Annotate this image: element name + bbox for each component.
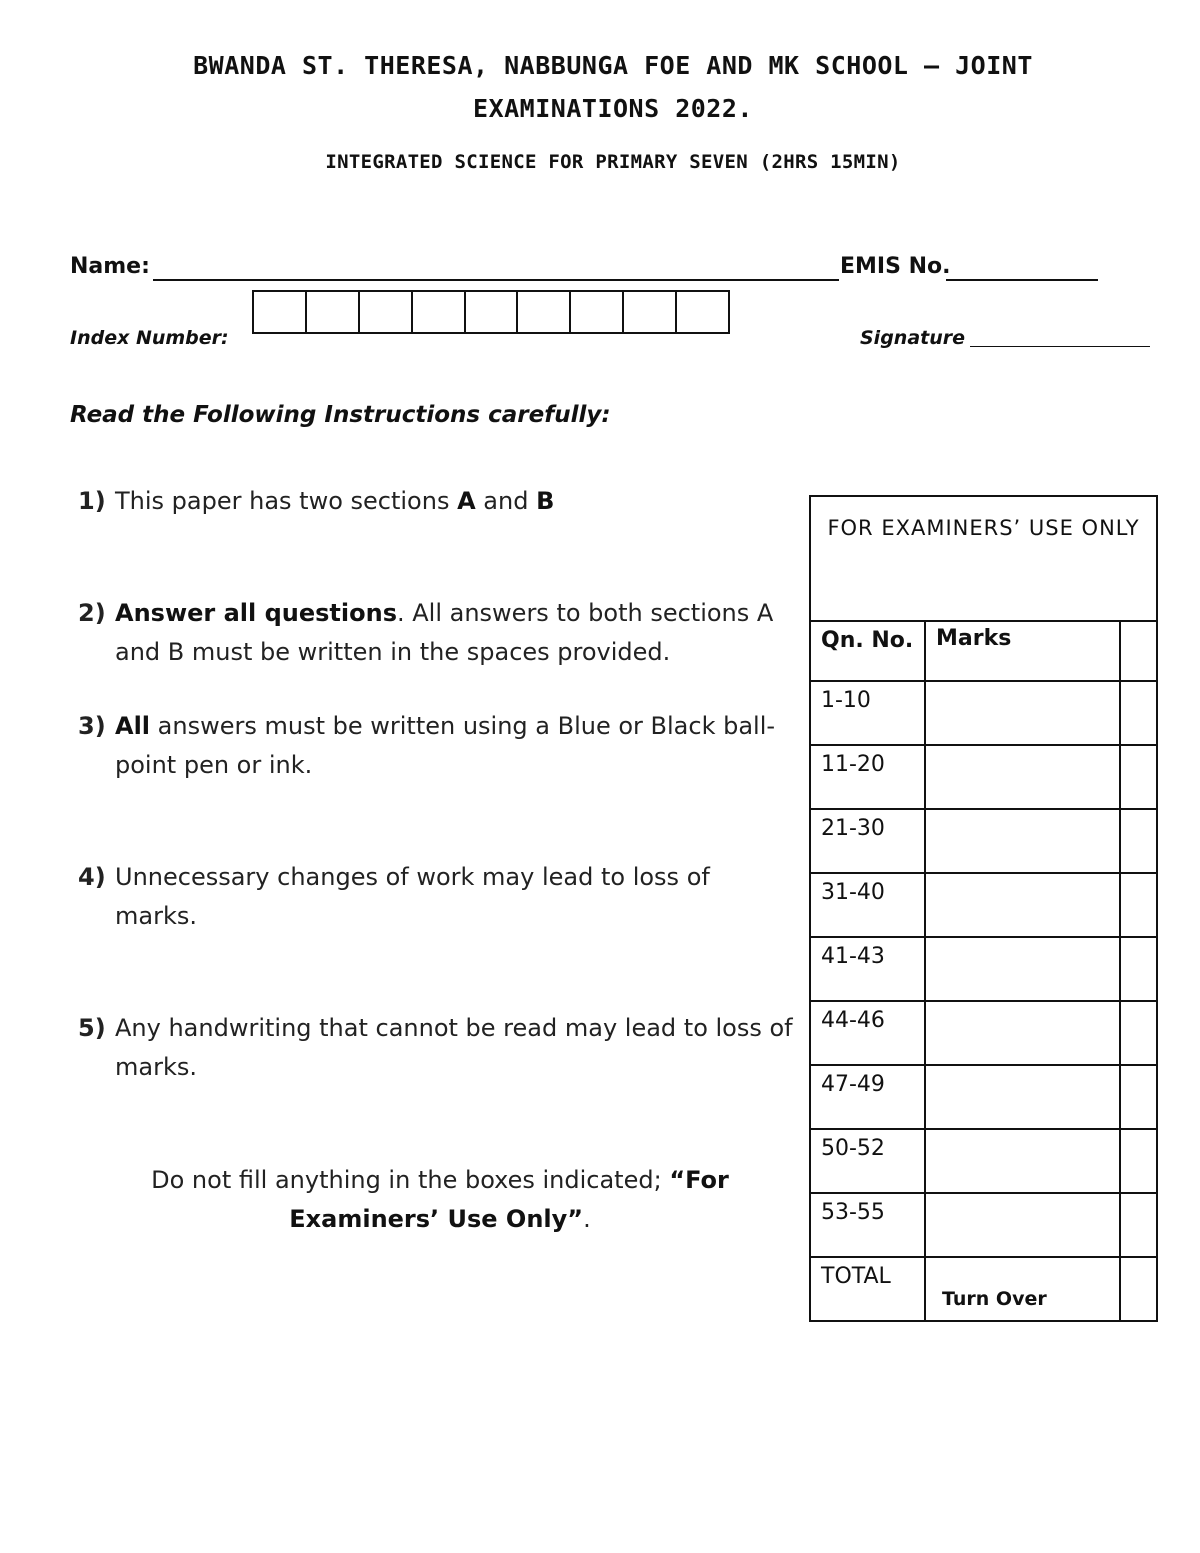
table-row: 1-10 [810, 681, 1157, 745]
marks-cell[interactable] [925, 1065, 1120, 1129]
instruction-item: 1) This paper has two sections A and B [78, 487, 555, 515]
marks-cell[interactable] [925, 1001, 1120, 1065]
exam-title [100, 44, 1126, 130]
instruction-item: 2) Answer all questions. All answers to both sections A and B must be written in the spaces provided. [78, 599, 774, 666]
name-label: Name: [70, 254, 150, 279]
instruction-item: 4) Unnecessary changes of work may lead to loss of marks. [78, 863, 710, 930]
table-row: 44-46 [810, 1001, 1157, 1065]
marks-cell[interactable] [925, 809, 1120, 873]
exam-subtitle: INTEGRATED SCIENCE FOR PRIMARY SEVEN (2HRS 15MIN) [325, 151, 901, 173]
name-field[interactable] [153, 279, 839, 281]
total-marks-cell[interactable] [925, 1257, 1120, 1321]
examiners-table [809, 495, 1158, 1322]
marks-cell[interactable] [925, 873, 1120, 937]
index-box[interactable] [254, 292, 307, 332]
col-marks: Marks [925, 621, 1120, 681]
index-number-label: Index Number: [70, 327, 229, 349]
table-row: 41-43 [810, 937, 1157, 1001]
marks-cell[interactable] [925, 1129, 1120, 1193]
table-row: 50-52 [810, 1129, 1157, 1193]
table-row: 11-20 [810, 745, 1157, 809]
index-number-boxes[interactable] [252, 290, 730, 334]
signature-label: Signature [860, 327, 966, 349]
fill-note: Do not fill anything in the boxes indicated; “For Examiners’ Use Only”. [151, 1166, 729, 1233]
instructions-heading: Read the Following Instructions carefully: [70, 402, 611, 428]
col-qn-no: Qn. No. [810, 621, 925, 681]
signature-field[interactable] [970, 346, 1150, 347]
turn-over-text: Turn Over [942, 1288, 1047, 1310]
index-box[interactable] [466, 292, 519, 332]
marks-cell[interactable] [925, 1193, 1120, 1257]
index-box[interactable] [307, 292, 360, 332]
total-row [810, 1257, 1157, 1321]
index-box[interactable] [571, 292, 624, 332]
table-row: 47-49 [810, 1065, 1157, 1129]
instruction-item: 3) All answers must be written using a Blue or Black ball-point pen or ink. [78, 712, 776, 779]
index-box[interactable] [518, 292, 571, 332]
index-box[interactable] [624, 292, 677, 332]
instruction-item: 5) Any handwriting that cannot be read may lead to loss of marks. [78, 1014, 793, 1081]
emis-field[interactable] [946, 279, 1098, 281]
title-line-2: EXAMINATIONS 2022. [473, 94, 753, 123]
marks-cell[interactable] [925, 937, 1120, 1001]
table-row: 31-40 [810, 873, 1157, 937]
table-row: 53-55 [810, 1193, 1157, 1257]
total-label: TOTAL [810, 1257, 925, 1321]
index-box[interactable] [413, 292, 466, 332]
examiners-table-header: FOR EXAMINERS’ USE ONLY [810, 496, 1157, 621]
emis-label: EMIS No. [840, 254, 951, 279]
marks-cell[interactable] [925, 681, 1120, 745]
index-box[interactable] [360, 292, 413, 332]
index-box[interactable] [677, 292, 728, 332]
table-row: 21-30 [810, 809, 1157, 873]
marks-cell[interactable] [925, 745, 1120, 809]
title-line-1: BWANDA ST. THERESA, NABBUNGA FOE AND MK SCHOOL – JOINT [193, 51, 1033, 80]
